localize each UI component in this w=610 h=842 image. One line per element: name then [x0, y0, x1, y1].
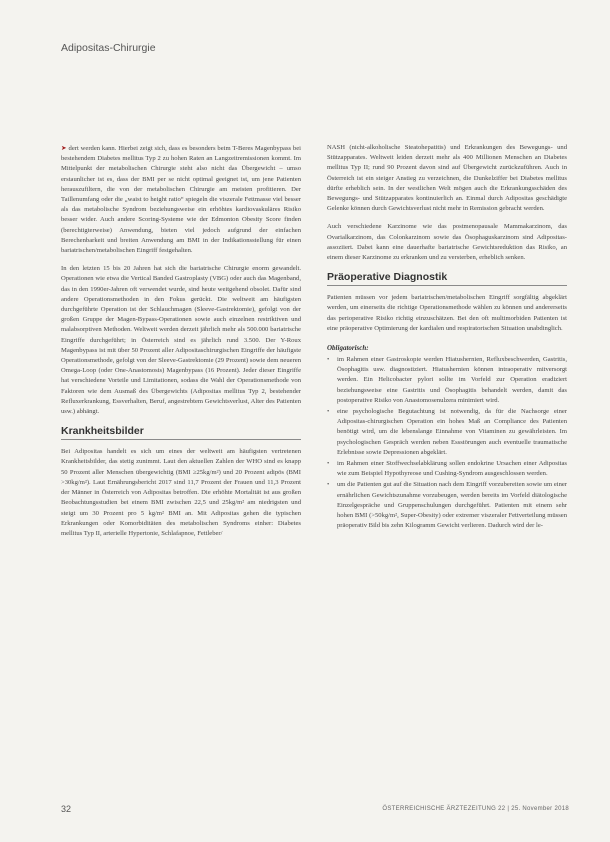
list-item: • eine psychologische Begutachtung ist notwendig, da für die Nachsorge einer Adipositas-chirurgischen Operation ein hohes Maß an Compliance des Patienten benötigt wird, um die lebenslange Einnahme von Vitaminen zu gewährleisten. Im psychologischen Gespräch werden neben Essstörungen auch eventuelle traumatische Erlebnisse sowie Depressionen abgeklärt.	[327, 408, 567, 456]
right-column	[327, 143, 567, 533]
left-paragraph-1: ➤ dert werden kann. Hierbei zeigt sich, dass es besonders beim T-Beres Magenbypass bei bestehendem Diabetes mellitus Typ 2 zu hohen Raten an Langzeitremissionen kommt. Im Mittelpunkt der metabolischen Chirurgie steht also nicht das Übergewicht – umso erstaunlicher ist es, dass der BMI per se nicht optimal geeignet ist, um jene Patienten herauszufiltern, die von der metabolischen Chirurgie am meisten profitieren. Der Taillenumfang oder die „waist to height ratio“ spiegeln die viszerale Fettmasse viel besser als das metabolische Syndrom beziehungsweise ein erhöhtes kardiovaskuläres Risiko besser wider. Auch andere Scoring-Systeme wie der Edmonton Obesity Score finden (berechtigterweise) Anwendung, bieten viel jedoch aufgrund der einfachen Berechenbarkeit und breiten Anwendung am BMI in der Indikationsstellung für einen bariatrischen/metabolischen Eingriff festgehalten.	[61, 144, 301, 255]
right-paragraph-2: Auch verschiedene Karzinome wie das postmenopausale Mammakarzinom, das Ovarialkarzinom, das Colonkarzinom sowie das Ösophaguskarzinom sind Adipositas-assoziiert. Dabei kann eine dauerhafte bariatrische Gewichtsreduktion das Risiko, an einem dieser Karzinome zu erkranken und zu versterben, erheblich senken.	[327, 223, 567, 262]
list-item: • im Rahmen einer Gastroskopie werden Hiatushernien, Refluxbeschwerden, Gastritis, Ösophagitis usw. diagnostiziert. Hiatushernien können intraoperativ mitversorgt werden. Ein Helicobacter pylori sollte im Vorfeld zur Operation eradiziert beziehungsweise eine Gastritis und Ösophagitis behandelt werden, damit das postoperative Risiko von Anastomosenulzera minimiert wird.	[327, 356, 567, 404]
page-number: 32	[61, 804, 72, 814]
bullet-icon: •	[327, 460, 330, 468]
section-heading-praeoperative-diagnostik: Präoperative Diagnostik	[327, 271, 567, 286]
right-paragraph-3: Patienten müssen vor jedem bariatrischen/metabolischen Eingriff sorgfältig abgeklärt werden, um einerseits die richtige Operationsmethode wählen zu können und andererseits das perioperative Risiko richtig einzuschätzen. Bei den oft multimorbiden Patienten ist eine präoperative Optimierung der kardialen und respiratorischen Situation unabdinglich.	[327, 294, 567, 332]
bullet-icon: •	[327, 408, 330, 416]
bullet-icon: •	[327, 356, 330, 364]
publication-name: ÖSTERREICHISCHE ÄRZTEZEITUNG	[382, 806, 497, 812]
left-column	[61, 143, 301, 547]
list-item: • im Rahmen einer Stoffwechselabklärung sollen endokrine Ursachen einer Adipositas wie zum Beispiel Hypothyreose und Cushing-Syndrom ausgeschlossen werden.	[327, 460, 567, 478]
bullet-icon: •	[327, 481, 330, 489]
publication-info	[382, 806, 569, 812]
left-paragraph-2: In den letzten 15 bis 20 Jahren hat sich die bariatrische Chirurgie enorm gewandelt. Operationen wie etwa die Vertical Banded Gastroplasty (VBG) oder auch das Magenband, das in den 1990er-Jahren oft verwendet wurde, sind heute weitgehend obsolet. Dafür sind andere Operationsmethoden in den Fokus gerückt. Die weltweit am häufigsten durchgeführte Operation ist der Schlauchmagen (Sleeve-Gastrektomie), gefolgt von der großen Gruppe der Magen-Bypass-Operationen sowie auch einzelnen restriktiven und malabsorptiven Methoden. Weltweit werden derzeit jährlich mehr als 500.000 bariatrische Eingriffe durchgeführt; in Österreich sind es jährlich rund 3.500. Der Y-Roux Magenbypass ist mit über 50 Prozent aller Adipositaschirurgischen Eingriffe der häufigste Operationsmethode, gefolgt von der Sleeve-Gastrektomie (29 Prozent) sowie dem neueren Omega-Loop (oder One-Anastomosis) Magenbypass (16 Prozent). Jeder dieser Eingriffe hat verschiedene Vorteile und Limitationen, sodass die Wahl der Operationsmethode von Faktoren wie dem Ausmaß des Übergewichts (Adipositas mellitus Typ 2, bestehender Refluxerkrankung, Essverhalten, Beruf, angestrebtem Gewichtsverlust, Alter des Patienten usw.) abhängt.	[61, 265, 301, 416]
section-heading-krankheitsbilder: Krankheitsbilder	[61, 425, 301, 440]
left-paragraph-3: Bei Adipositas handelt es sich um eines der weltweit am häufigsten vertretenen Krankheitsbilder, das stetig zunimmt. Laut den aktuellen Zahlen der WHO sind es knapp 50 Prozent aller Menschen übergewichtig (BMI ≥25kg/m²) und 20 Prozent adipös (BMI >30kg/m²). Laut Ernährungsbericht 2017 sind 11,7 Prozent der Frauen und 11,3 Prozent der Männer in Österreich von Adipositas betroffen. Die erhöhte Mortalität ist aus großen Beobachtungsstudien bei einem BMI zwischen 22,5 und 25kg/m² am niedrigsten und steigt um 30 Prozent pro 5 kg/m² BMI an. Mit Adipositas gehen die typischen Erkrankungen oder Komorbiditäten des metabolischen Syndroms einher: Diabetes mellitus Typ II, arterielle Hypertonie, Schlafapnoe, Fettleber/	[61, 448, 301, 537]
subheading-obligatorisch: Obligatorisch:	[327, 344, 369, 353]
continuation-arrow-icon: ➤	[61, 144, 67, 152]
list-item: • um die Patienten gut auf die Situation nach dem Eingriff vorzubereiten sowie um einer ernährlichen Gewichtszunahme vorzubeugen, werden bereits im Vorfeld diätologische Einzelgespräche und Gruppenschulungen durchgeführt. Patienten mit einem sehr hohen BMI (>50kg/m², Super-Obesity) oder extremer viszeraler Fettverteilung müssen präoperativ Bild bis zehn Kilogramm Gewicht verlieren. Dadurch wird der le-	[327, 481, 567, 530]
issue-info: 22 | 25. November 2018	[498, 806, 569, 812]
obligatory-list	[327, 355, 567, 531]
right-paragraph-1: NASH (nicht-alkoholische Steatohepatitis) und Erkrankungen des Bewegungs- und Stützapparates. Weltweit leiden derzeit mehr als 400 Millionen Menschen an Diabetes mellitus Typ II; rund 90 Prozent davon sind auf Übergewicht zurückzuführen. Auch in Österreich ist ein steiger Anstieg zu verzeichnen, die Dunkelziffer bei Diabetes mellitus dürfte erheblich sein. In der westlichen Welt mögen auch die Erkrankungsschäden des Bewegungs- und Stützapparates kontinuierlich an. Einmal durch Adipositas geschädigte Gelenke können durch Gewichtsverlust nicht mehr in Remission gebracht werden.	[327, 144, 567, 213]
running-head: Adipositas-Chirurgie	[61, 42, 156, 54]
